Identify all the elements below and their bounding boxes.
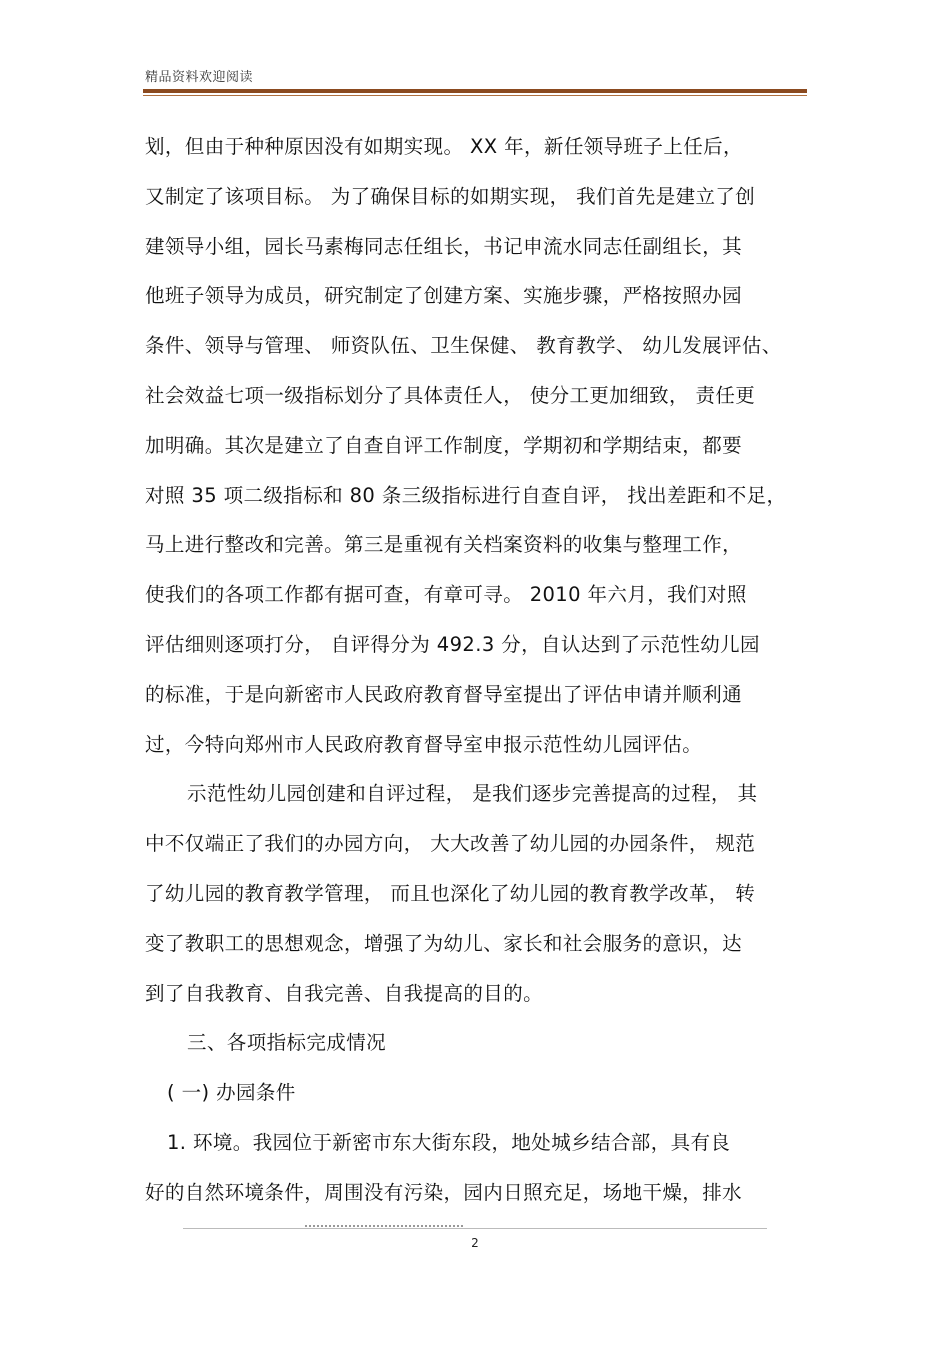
body-line: 了幼儿园的教育教学管理， 而且也深化了幼儿园的教育教学改革， 转: [145, 881, 756, 905]
body-line: 条件、领导与管理、 师资队伍、卫生保健、 教育教学、 幼儿发展评估、: [145, 334, 782, 358]
body-line: 评估细则逐项打分， 自评得分为 492.3 分，自认达到了示范性幼儿园: [145, 632, 760, 656]
header-divider-thin: [143, 95, 807, 96]
body-line: 划，但由于种种原因没有如期实现。 XX 年，新任领导班子上任后，: [145, 135, 743, 158]
body-line: 马上进行整改和完善。第三是重视有关档案资料的收集与整理工作，: [145, 533, 743, 557]
body-line: 使我们的各项工作都有据可查，有章可寻。 2010 年六月，我们对照: [145, 583, 747, 607]
page-number: 2: [471, 1236, 479, 1250]
body-line: 过，今特向郑州市人民政府教育督导室申报示范性幼儿园评估。: [145, 732, 703, 756]
body-line: 社会效益七项一级指标划分了具体责任人， 使分工更加细致， 责任更: [145, 383, 756, 407]
body-line: 他班子领导为成员，研究制定了创建方案、实施步骤，严格按照办园: [145, 284, 743, 308]
body-line: 对照 35 项二级指标和 80 条三级指标进行自查自评， 找出差距和不足，: [145, 483, 787, 507]
subsection-heading: ( 一) 办园条件: [167, 1081, 296, 1105]
body-line: 好的自然环境条件，周围没有污染，园内日照充足，场地干燥，排水: [145, 1180, 743, 1204]
body-line: 中不仅端正了我们的办园方向， 大大改善了幼儿园的办园条件， 规范: [145, 832, 756, 856]
document-body: [145, 122, 810, 1218]
body-line: 变了教职工的思想观念，增强了为幼儿、家长和社会服务的意识，达: [145, 931, 743, 955]
footer-divider-dots: [305, 1225, 465, 1227]
body-line: 建领导小组，园长马素梅同志任组长，书记申流水同志任副组长，其: [145, 234, 743, 258]
paragraph-start-line: 示范性幼儿园创建和自评过程， 是我们逐步完善提高的过程， 其: [187, 782, 758, 806]
header-divider: [143, 89, 807, 93]
footer-divider: [183, 1228, 767, 1229]
numbered-item-line: 1. 环境。我园位于新密市东大街东段，地处城乡结合部，具有良: [167, 1130, 731, 1154]
body-line: 又制定了该项目标。 为了确保目标的如期实现， 我们首先是建立了创: [145, 184, 756, 208]
body-line: 的标准，于是向新密市人民政府教育督导室提出了评估申请并顺利通: [145, 682, 743, 706]
section-heading: 三、各项指标完成情况: [187, 1031, 387, 1055]
body-line: 到了自我教育、自我完善、自我提高的目的。: [145, 981, 544, 1005]
page-header-title: 精品资料欢迎阅读: [145, 70, 254, 85]
body-line: 加明确。其次是建立了自查自评工作制度，学期初和学期结束，都要: [145, 433, 743, 457]
